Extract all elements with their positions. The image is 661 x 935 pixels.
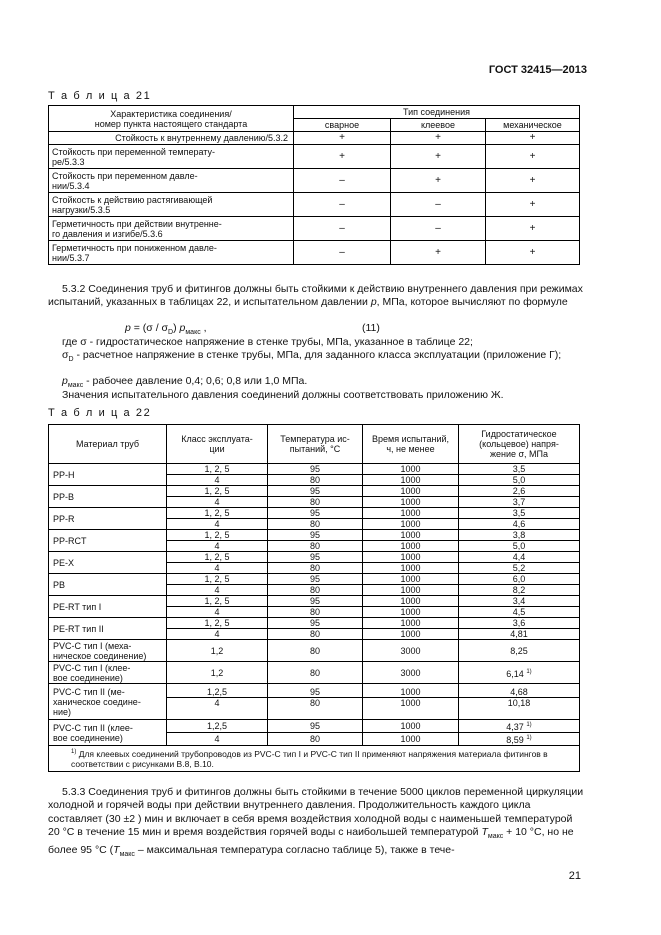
- table-21: [48, 105, 580, 265]
- t22-value: 80: [268, 475, 363, 486]
- table-row: [49, 530, 580, 541]
- t21-mark: –: [391, 193, 486, 217]
- t22-value: 4: [167, 607, 268, 618]
- t22-value: 80: [268, 607, 363, 618]
- table-row: [49, 464, 580, 475]
- t22-value: 3,5: [459, 464, 580, 475]
- t22-value: 80: [268, 519, 363, 530]
- t22-value: 6,14 $^{1)}$: [459, 662, 580, 684]
- t22-value: 8,59 $^{1)}$: [459, 733, 580, 746]
- t22-value: 1000: [363, 541, 459, 552]
- table-row: [49, 486, 580, 497]
- t22-value: 1, 2, 5: [167, 464, 268, 475]
- t22-value: 1000: [363, 698, 459, 720]
- t22-footnote: [49, 746, 580, 772]
- page-number: 21: [568, 870, 581, 882]
- t22-value: 3000: [363, 640, 459, 662]
- t22-value: 5,2: [459, 563, 580, 574]
- t21-mark: +: [486, 241, 580, 265]
- t22-value: 80: [268, 733, 363, 746]
- t22-value: 95: [268, 720, 363, 733]
- t22-value: 1, 2, 5: [167, 574, 268, 585]
- t22-value: 4,37 $^{1)}$: [459, 720, 580, 733]
- t22-value: 4: [167, 733, 268, 746]
- table-row: [49, 662, 580, 684]
- t22-material: PE-RT тип II: [49, 618, 167, 640]
- t22-value: 1,2,5: [167, 684, 268, 698]
- t21-mark: –: [294, 193, 391, 217]
- table-row: [49, 720, 580, 733]
- t22-value: 8,25: [459, 640, 580, 662]
- table-row: [49, 596, 580, 607]
- t22-value: 1000: [363, 552, 459, 563]
- t21-head-type: Тип соединения: [294, 106, 580, 119]
- t22-value: 1000: [363, 720, 459, 733]
- formula-number: (11): [362, 322, 380, 334]
- t22-value: 4,68: [459, 684, 580, 698]
- standard-number: ГОСТ 32415—2013: [488, 64, 587, 76]
- t22-header-cell: Температура ис- пытаний, °С: [268, 425, 363, 464]
- t22-value: 10,18: [459, 698, 580, 720]
- t22-material: PE-RT тип I: [49, 596, 167, 618]
- table-row: [49, 132, 580, 145]
- t21-mark: –: [294, 241, 391, 265]
- t22-value: 4,4: [459, 552, 580, 563]
- t22-value: 1,2: [167, 662, 268, 684]
- t22-value: 1000: [363, 464, 459, 475]
- t22-value: 95: [268, 684, 363, 698]
- t21-characteristic: Стойкость при переменной температу- ре/5.3.3: [49, 145, 294, 169]
- t21-characteristic: Стойкость к действию растягивающей нагрузки/5.3.5: [49, 193, 294, 217]
- footnote-marker: 1): [71, 749, 77, 755]
- t22-value: 6,0: [459, 574, 580, 585]
- t22-value: 1, 2, 5: [167, 530, 268, 541]
- footnote-marker: 1): [526, 735, 532, 741]
- table-22-caption: Т а б л и ц а 22: [48, 407, 152, 419]
- t21-head-characteristic: Характеристика соединения/ номер пункта настоящего стандарта: [49, 106, 294, 132]
- t22-value: 1000: [363, 629, 459, 640]
- t22-value: 1000: [363, 684, 459, 698]
- paragraph-5-3-3: 5.3.3 Соединения труб и фитингов должны быть стойкими в течение 5000 циклов переменной циркуляции холодной и горячей воды при действии внутреннего давления. Продолжительность каждого цикла составляет (30 ±2 ) мин и включает в себя время воздействия холодной воды с наименьшей температурой 20 °С в течение 15 мин и время воздействия горячей воды с наибольшей температурой $T_{макс} + 10$ °С, но не более 95 °С ($T_{макс}$ – максимальная температура согласно таблице 5), также в тече-: [48, 786, 584, 858]
- t22-value: 3000: [363, 662, 459, 684]
- t21-mark: +: [391, 241, 486, 265]
- t21-characteristic: Стойкость при переменном давле- нии/5.3.4: [49, 169, 294, 193]
- t21-subhead: механическое: [486, 119, 580, 132]
- t21-mark: –: [294, 217, 391, 241]
- t22-footnote-row: [49, 746, 580, 772]
- t22-value: 1000: [363, 733, 459, 746]
- t22-value: 1, 2, 5: [167, 596, 268, 607]
- t21-mark: +: [294, 145, 391, 169]
- t22-material: PB: [49, 574, 167, 596]
- t21-mark: +: [391, 169, 486, 193]
- t22-value: 95: [268, 486, 363, 497]
- t22-value: 1000: [363, 508, 459, 519]
- t22-value: 5,0: [459, 541, 580, 552]
- t22-value: 4: [167, 497, 268, 508]
- t22-material: PVC-C тип I (клее- вое соединение): [49, 662, 167, 684]
- t21-characteristic: Герметичность при действии внутренне- го давления и изгибе/5.3.6: [49, 217, 294, 241]
- t22-value: 95: [268, 464, 363, 475]
- t22-material: PP-H: [49, 464, 167, 486]
- t22-value: 80: [268, 629, 363, 640]
- t22-value: 4: [167, 563, 268, 574]
- t22-value: 4: [167, 629, 268, 640]
- table-row: [49, 217, 580, 241]
- table-row: [49, 241, 580, 265]
- t22-value: 95: [268, 552, 363, 563]
- t22-value: 1000: [363, 563, 459, 574]
- t22-value: 95: [268, 508, 363, 519]
- t22-value: 95: [268, 596, 363, 607]
- t22-value: 1000: [363, 574, 459, 585]
- t22-value: 95: [268, 530, 363, 541]
- footnote-text: Для клеевых соединений трубопроводов из PVC-C тип I и PVC-C тип II применяют напряжения материала фитингов в соответствии с рисунками В.8, В.10.: [71, 748, 548, 769]
- t22-value: 1,2: [167, 640, 268, 662]
- t22-value: 3,5: [459, 508, 580, 519]
- t21-characteristic: Герметичность при пониженном давле- нии/5.3.7: [49, 241, 294, 265]
- t22-value: 80: [268, 585, 363, 596]
- where-sigma-d: $\sigma_D$ - расчетное напряжение в стенке трубы, МПа, для заданного класса эксплуатации (приложение Г);: [62, 349, 562, 364]
- t22-value: 1, 2, 5: [167, 618, 268, 629]
- t22-material: PP-B: [49, 486, 167, 508]
- t22-value: 95: [268, 618, 363, 629]
- table-row: [49, 145, 580, 169]
- t21-mark: –: [294, 169, 391, 193]
- t21-subhead: клеевое: [391, 119, 486, 132]
- where-sigma: где σ - гидростатическое напряжение в стенке трубы, МПа, указанное в таблице 22;: [62, 336, 473, 348]
- t22-value: 1000: [363, 596, 459, 607]
- t22-material: PP-RCT: [49, 530, 167, 552]
- t22-value: 4: [167, 519, 268, 530]
- t22-value: 1000: [363, 585, 459, 596]
- table-row: [49, 169, 580, 193]
- t22-value: 4,81: [459, 629, 580, 640]
- t22-value: 1,2,5: [167, 720, 268, 733]
- t22-header-cell: Материал труб: [49, 425, 167, 464]
- t22-value: 4: [167, 475, 268, 486]
- t22-header-cell: Гидростатическое (кольцевое) напря- жение σ, МПа: [459, 425, 580, 464]
- t21-mark: +: [486, 217, 580, 241]
- footnote-marker: 1): [526, 722, 532, 728]
- table-row: [49, 552, 580, 563]
- table-row: [49, 618, 580, 629]
- t22-value: 4,6: [459, 519, 580, 530]
- t22-material: PE-X: [49, 552, 167, 574]
- t22-value: 4: [167, 541, 268, 552]
- t22-value: 3,6: [459, 618, 580, 629]
- t22-header-cell: Класс эксплуата- ции: [167, 425, 268, 464]
- t22-value: 80: [268, 698, 363, 720]
- t22-value: 4: [167, 698, 268, 720]
- t22-value: 1000: [363, 607, 459, 618]
- t22-value: 5,0: [459, 475, 580, 486]
- t22-value: 1, 2, 5: [167, 552, 268, 563]
- table-22: [48, 424, 580, 772]
- t22-value: 8,2: [459, 585, 580, 596]
- t22-value: 3,8: [459, 530, 580, 541]
- t21-mark: +: [486, 193, 580, 217]
- t22-value: 95: [268, 574, 363, 585]
- t21-mark: –: [391, 217, 486, 241]
- t22-material: PVC-C тип II (ме- ханическое соедине- ние): [49, 684, 167, 720]
- t22-value: 80: [268, 662, 363, 684]
- t22-value: 80: [268, 563, 363, 574]
- t22-value: 1, 2, 5: [167, 508, 268, 519]
- t22-material: PVC-C тип II (клее- вое соединение): [49, 720, 167, 746]
- t21-mark: +: [391, 132, 486, 145]
- t21-characteristic: Стойкость к внутреннему давлению/5.3.2: [49, 132, 294, 145]
- t22-value: 1000: [363, 475, 459, 486]
- t22-value: 4,5: [459, 607, 580, 618]
- t22-value: 4: [167, 585, 268, 596]
- t22-material: PVC-C тип I (меха- ническое соединение): [49, 640, 167, 662]
- table-row: [49, 684, 580, 698]
- t22-value: 1, 2, 5: [167, 486, 268, 497]
- t22-value: 1000: [363, 497, 459, 508]
- t22-value: 1000: [363, 618, 459, 629]
- t21-mark: +: [294, 132, 391, 145]
- t22-header-cell: Время испытаний, ч, не менее: [363, 425, 459, 464]
- table-row: [49, 574, 580, 585]
- t21-head-row: [49, 106, 580, 119]
- table-21-caption: Т а б л и ц а 21: [48, 90, 152, 102]
- t22-value: 1000: [363, 530, 459, 541]
- t21-mark: +: [486, 145, 580, 169]
- paragraph-5-3-2: 5.3.2 Соединения труб и фитингов должны быть стойкими к действию внутреннего давления при режимах испытаний, указанных в таблицах 22, и испытательном давлении p, МПа, которое вычисляют по формуле: [48, 283, 583, 309]
- t22-value: 80: [268, 541, 363, 552]
- t22-value: 1000: [363, 486, 459, 497]
- table-row: [49, 640, 580, 662]
- t22-value: 3,4: [459, 596, 580, 607]
- t22-value: 80: [268, 497, 363, 508]
- where-pmax: $p_{макс}$ - рабочее давление 0,4; 0,6; 0,8 или 1,0 МПа.: [62, 375, 308, 390]
- table-row: [49, 193, 580, 217]
- t22-material: PP-R: [49, 508, 167, 530]
- t22-value: 1000: [363, 519, 459, 530]
- t22-value: 80: [268, 640, 363, 662]
- footnote-marker: 1): [526, 668, 532, 675]
- formula-11: $p = (\sigma / \sigma_D)$ $p_{макс}$ ,: [125, 322, 207, 337]
- t22-value: 3,7: [459, 497, 580, 508]
- note-test-pressure: Значения испытательного давления соединений должны соответствовать приложению Ж.: [62, 389, 504, 401]
- t21-mark: +: [486, 169, 580, 193]
- t21-mark: +: [486, 132, 580, 145]
- t22-value: 2,6: [459, 486, 580, 497]
- t21-subhead: сварное: [294, 119, 391, 132]
- t22-head-row: [49, 425, 580, 464]
- t21-mark: +: [391, 145, 486, 169]
- table-row: [49, 508, 580, 519]
